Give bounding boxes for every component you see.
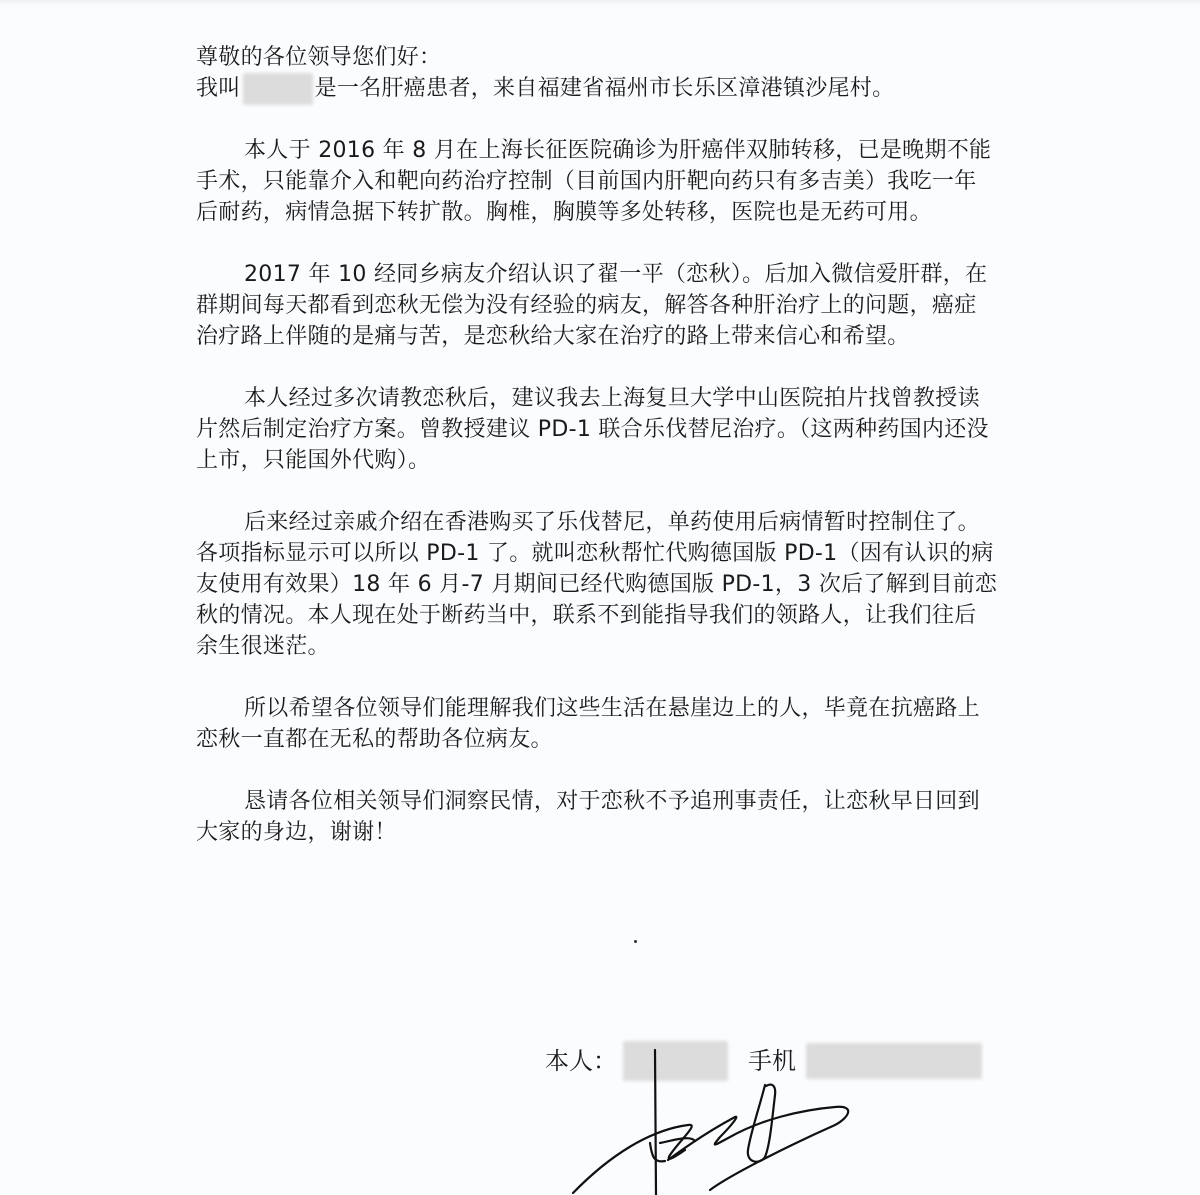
paragraph-line: 治疗路上伴随的是痛与苦，是恋秋给大家在治疗的路上带来信心和希望。 <box>196 324 910 349</box>
paragraph-line: 恳请各位相关领导们洞察民情，对于恋秋不予追刑事责任，让恋秋早日回到 <box>244 789 980 814</box>
paragraph-line: 后耐药，病情急据下转扩散。胸椎，胸膜等多处转移，医院也是无药可用。 <box>196 200 932 225</box>
paragraph-line: 恋秋一直都在无私的帮助各位病友。 <box>196 727 553 752</box>
redacted-name <box>243 73 313 105</box>
handwritten-signature <box>570 1045 870 1195</box>
phone-label: 手机 <box>748 1047 796 1075</box>
paragraph-line: 手术，只能靠介入和靶向药治疗控制（目前国内肝靶向药只有多吉美）我吃一年 <box>196 169 977 194</box>
paragraph-line: 后来经过亲戚介绍在香港购买了乐伐替尼，单药使用后病情暂时控制住了。 <box>244 510 980 535</box>
paragraph-plea <box>196 786 1036 848</box>
intro-prefix: 我叫 <box>196 76 241 101</box>
paragraph-line: 本人经过多次请教恋秋后，建议我去上海复旦大学中山医院拍片找曾教授读 <box>244 386 980 411</box>
signer-label: 本人： <box>545 1047 617 1075</box>
paragraph-met-lianqiu <box>196 259 1036 352</box>
paragraph-diagnosis <box>196 135 1036 228</box>
paragraph-line: 群期间每天都看到恋秋无偿为没有经验的病友，解答各种肝治疗上的问题，癌症 <box>196 293 977 318</box>
paragraph-line: 本人于 2016 年 8 月在上海长征医院确诊为肝癌伴双肺转移，已是晚期不能 <box>244 138 992 163</box>
intro-line <box>196 73 1036 104</box>
paragraph-line: 所以希望各位领导们能理解我们这些生活在悬崖边上的人，毕竟在抗癌路上 <box>244 696 980 721</box>
intro-suffix: 是一名肝癌患者，来自福建省福州市长乐区漳港镇沙尾村。 <box>314 76 895 101</box>
paragraph-line: 大家的身边，谢谢！ <box>196 820 397 845</box>
paragraph-purchase <box>196 507 1036 662</box>
paragraph-hope <box>196 693 1036 755</box>
paragraph-line: 2017 年 10 经同乡病友介绍认识了翟一平（恋秋）。后加入微信爱肝群，在 <box>244 262 988 287</box>
scan-top-edge <box>0 0 1200 6</box>
salutation: 尊敬的各位领导您们好： <box>196 45 442 70</box>
paragraph-line: 秋的情况。本人现在处于断药当中，联系不到能指导我们的领路人，让我们往后 <box>196 603 977 628</box>
paragraph-line: 各项指标显示可以所以 PD-1 了。就叫恋秋帮忙代购德国版 PD-1（因有认识的病 <box>196 541 994 566</box>
paragraph-treatment-advice <box>196 383 1036 476</box>
paragraph-line: 友使用有效果）18 年 6 月-7 月期间已经代购德国版 PD-1，3 次后了解到目前恋 <box>196 572 998 597</box>
paragraph-line: 余生很迷茫。 <box>196 634 330 659</box>
letter-body <box>196 42 1036 879</box>
paragraph-line: 上市，只能国外代购）。 <box>196 448 431 473</box>
paragraph-line: 片然后制定治疗方案。曾教授建议 PD-1 联合乐伐替尼治疗。（这两种药国内还没 <box>196 417 989 442</box>
scan-speck <box>634 940 637 943</box>
